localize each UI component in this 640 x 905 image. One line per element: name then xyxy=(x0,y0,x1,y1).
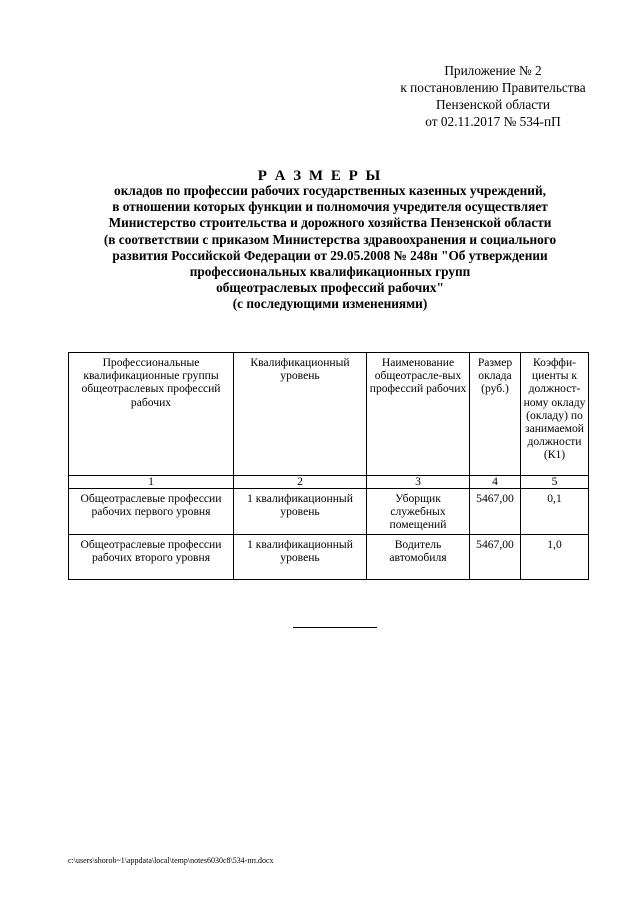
closing-rule xyxy=(293,627,377,628)
column-number: 3 xyxy=(367,476,470,489)
subtitle-line: общеотраслевых профессий рабочих" xyxy=(216,280,444,296)
cell-coefficient: 0,1 xyxy=(521,489,589,535)
subtitle-line: (в соответствии с приказом Министерства здравоохранения и социального xyxy=(103,231,557,247)
subtitle-line: (с последующими изменениями) xyxy=(232,296,428,312)
salary-table xyxy=(68,352,589,580)
header-profession: Наименование общеотрасле-вых профессий рабочих xyxy=(367,353,470,476)
header-group: Профессиональные квалификационные группы общеотраслевых профессий рабочих xyxy=(69,353,234,476)
header-coefficient: Коэффи-циенты к должност-ному окладу (окладу) по занимаемой должности (К1) xyxy=(521,353,589,476)
table-header-row xyxy=(69,353,589,476)
cell-group: Общеотраслевые профессии рабочих второго уровня xyxy=(69,534,234,579)
column-number: 5 xyxy=(521,476,589,489)
subtitle-line: в отношении которых функции и полномочия учредителя осуществляет xyxy=(112,199,548,215)
subtitle-line: Министерство строительства и дорожного хозяйства Пензенской области xyxy=(108,215,552,231)
cell-level: 1 квалификационный уровень xyxy=(234,489,367,535)
cell-salary: 5467,00 xyxy=(470,534,521,579)
file-path: c:\users\shorob~1\appdata\local\temp\notes6030c8\534-пп.docx xyxy=(68,856,274,865)
cell-salary: 5467,00 xyxy=(470,489,521,535)
column-number-row xyxy=(69,476,589,489)
header-level: Квалификационный уровень xyxy=(234,353,367,476)
subtitle-line: профессиональных квалификационных групп xyxy=(189,264,471,280)
cell-profession: Водитель автомобиля xyxy=(367,534,470,579)
subtitle-line: развития Российской Федерации от 29.05.2008 № 248н "Об утверждении xyxy=(112,247,548,263)
column-number: 2 xyxy=(234,476,367,489)
document-title: Р А З М Е Р Ы xyxy=(257,168,383,184)
appendix-line: к постановлению Правительства xyxy=(400,80,586,95)
cell-profession: Уборщик служебных помещений xyxy=(367,489,470,535)
appendix-line: Пензенской области xyxy=(435,97,551,112)
column-number: 4 xyxy=(470,476,521,489)
cell-level: 1 квалификационный уровень xyxy=(234,534,367,579)
table-row xyxy=(69,534,589,579)
cell-group: Общеотраслевые профессии рабочих первого уровня xyxy=(69,489,234,535)
table-row xyxy=(69,489,589,535)
document-subtitle xyxy=(40,183,620,313)
column-number: 1 xyxy=(69,476,234,489)
appendix-line: от 02.11.2017 № 534-пП xyxy=(425,114,561,129)
header-salary: Размер оклада (руб.) xyxy=(470,353,521,476)
appendix-block xyxy=(362,62,624,130)
subtitle-line: окладов по профессии рабочих государственных казенных учреждений, xyxy=(114,183,546,198)
cell-coefficient: 1,0 xyxy=(521,534,589,579)
appendix-line: Приложение № 2 xyxy=(444,63,542,78)
